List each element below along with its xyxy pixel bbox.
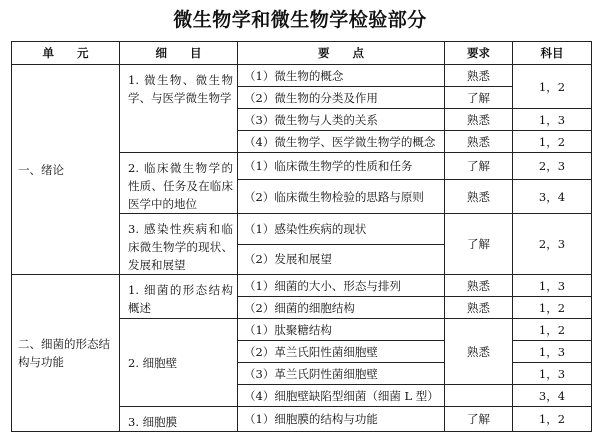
point-cell: （3）革兰氏阴性菌细胞壁 (238, 363, 445, 385)
point-cell: （2）发展和展望 (238, 244, 445, 275)
table-header-row (12, 42, 592, 65)
point-cell: （2）细菌的细胞结构 (238, 297, 445, 319)
subject-cell: 1，3 (513, 275, 592, 297)
table-row (12, 275, 592, 297)
point-cell: （1）细菌的大小、形态与排列 (238, 275, 445, 297)
subject-cell: 1，3 (513, 363, 592, 385)
detail-cell: 3. 细胞膜 (120, 407, 238, 432)
syllabus-table (11, 41, 592, 432)
requirement-cell: 熟悉 (445, 297, 513, 319)
requirement-cell: 了解 (445, 407, 513, 432)
header-point: 要 点 (238, 42, 445, 65)
point-cell: （4）细胞壁缺陷型细菌（细菌 L 型） (238, 385, 445, 407)
unit-cell: 二、细菌的形态结构与功能 (12, 275, 120, 432)
point-cell: （3）微生物与人类的关系 (238, 109, 445, 131)
subject-cell: 1，2 (513, 407, 592, 432)
header-subject: 科目 (513, 42, 592, 65)
subject-cell: 3，4 (513, 385, 592, 407)
point-cell: （1）细胞膜的结构与功能 (238, 407, 445, 432)
requirement-cell: 熟悉 (445, 131, 513, 153)
unit-cell: 一、绪论 (12, 65, 120, 275)
subject-cell: 1，3 (513, 109, 592, 131)
point-cell: （1）微生物的概念 (238, 65, 445, 87)
point-cell: （1）感染性疾病的现状 (238, 214, 445, 245)
point-cell: （1）肽聚糖结构 (238, 319, 445, 341)
requirement-cell: 了解 (445, 87, 513, 109)
requirement-cell: 熟悉 (445, 319, 513, 385)
subject-cell: 1，2 (513, 297, 592, 319)
subject-cell: 2，3 (513, 153, 592, 180)
detail-cell: 1. 微生物、微生物学、与医学微生物学 (120, 65, 238, 153)
subject-cell: 1，3 (513, 341, 592, 363)
requirement-cell: 了解 (445, 214, 513, 275)
point-cell: （2）临床微生物检验的思路与原则 (238, 180, 445, 214)
detail-cell: 1. 细菌的形态结构概述 (120, 275, 238, 319)
requirement-cell: 熟悉 (445, 275, 513, 297)
subject-cell: 1，2 (513, 65, 592, 109)
table-row (12, 65, 592, 87)
requirement-cell-empty (445, 385, 513, 407)
detail-cell: 2. 细胞壁 (120, 319, 238, 407)
header-unit: 单 元 (12, 42, 120, 65)
point-cell: （4）微生物学、医学微生物学的概念 (238, 131, 445, 153)
point-cell: （2）微生物的分类及作用 (238, 87, 445, 109)
detail-cell: 3. 感染性疾病和临床微生物学的现状、发展和展望 (120, 214, 238, 275)
subject-cell: 1，2 (513, 131, 592, 153)
subject-cell: 1，2 (513, 319, 592, 341)
header-requirement: 要求 (445, 42, 513, 65)
subject-cell: 2，3 (513, 214, 592, 275)
requirement-cell: 熟悉 (445, 65, 513, 87)
requirement-cell: 了解 (445, 153, 513, 180)
requirement-cell: 熟悉 (445, 180, 513, 214)
header-detail: 细 目 (120, 42, 238, 65)
requirement-cell: 熟悉 (445, 109, 513, 131)
subject-cell: 3，4 (513, 180, 592, 214)
point-cell: （2）革兰氏阳性菌细胞壁 (238, 341, 445, 363)
detail-cell: 2. 临床微生物学的性质、任务及在临床医学中的地位 (120, 153, 238, 214)
page-title: 微生物学和微生物学检验部分 (173, 9, 427, 31)
point-cell: （1）临床微生物学的性质和任务 (238, 153, 445, 180)
